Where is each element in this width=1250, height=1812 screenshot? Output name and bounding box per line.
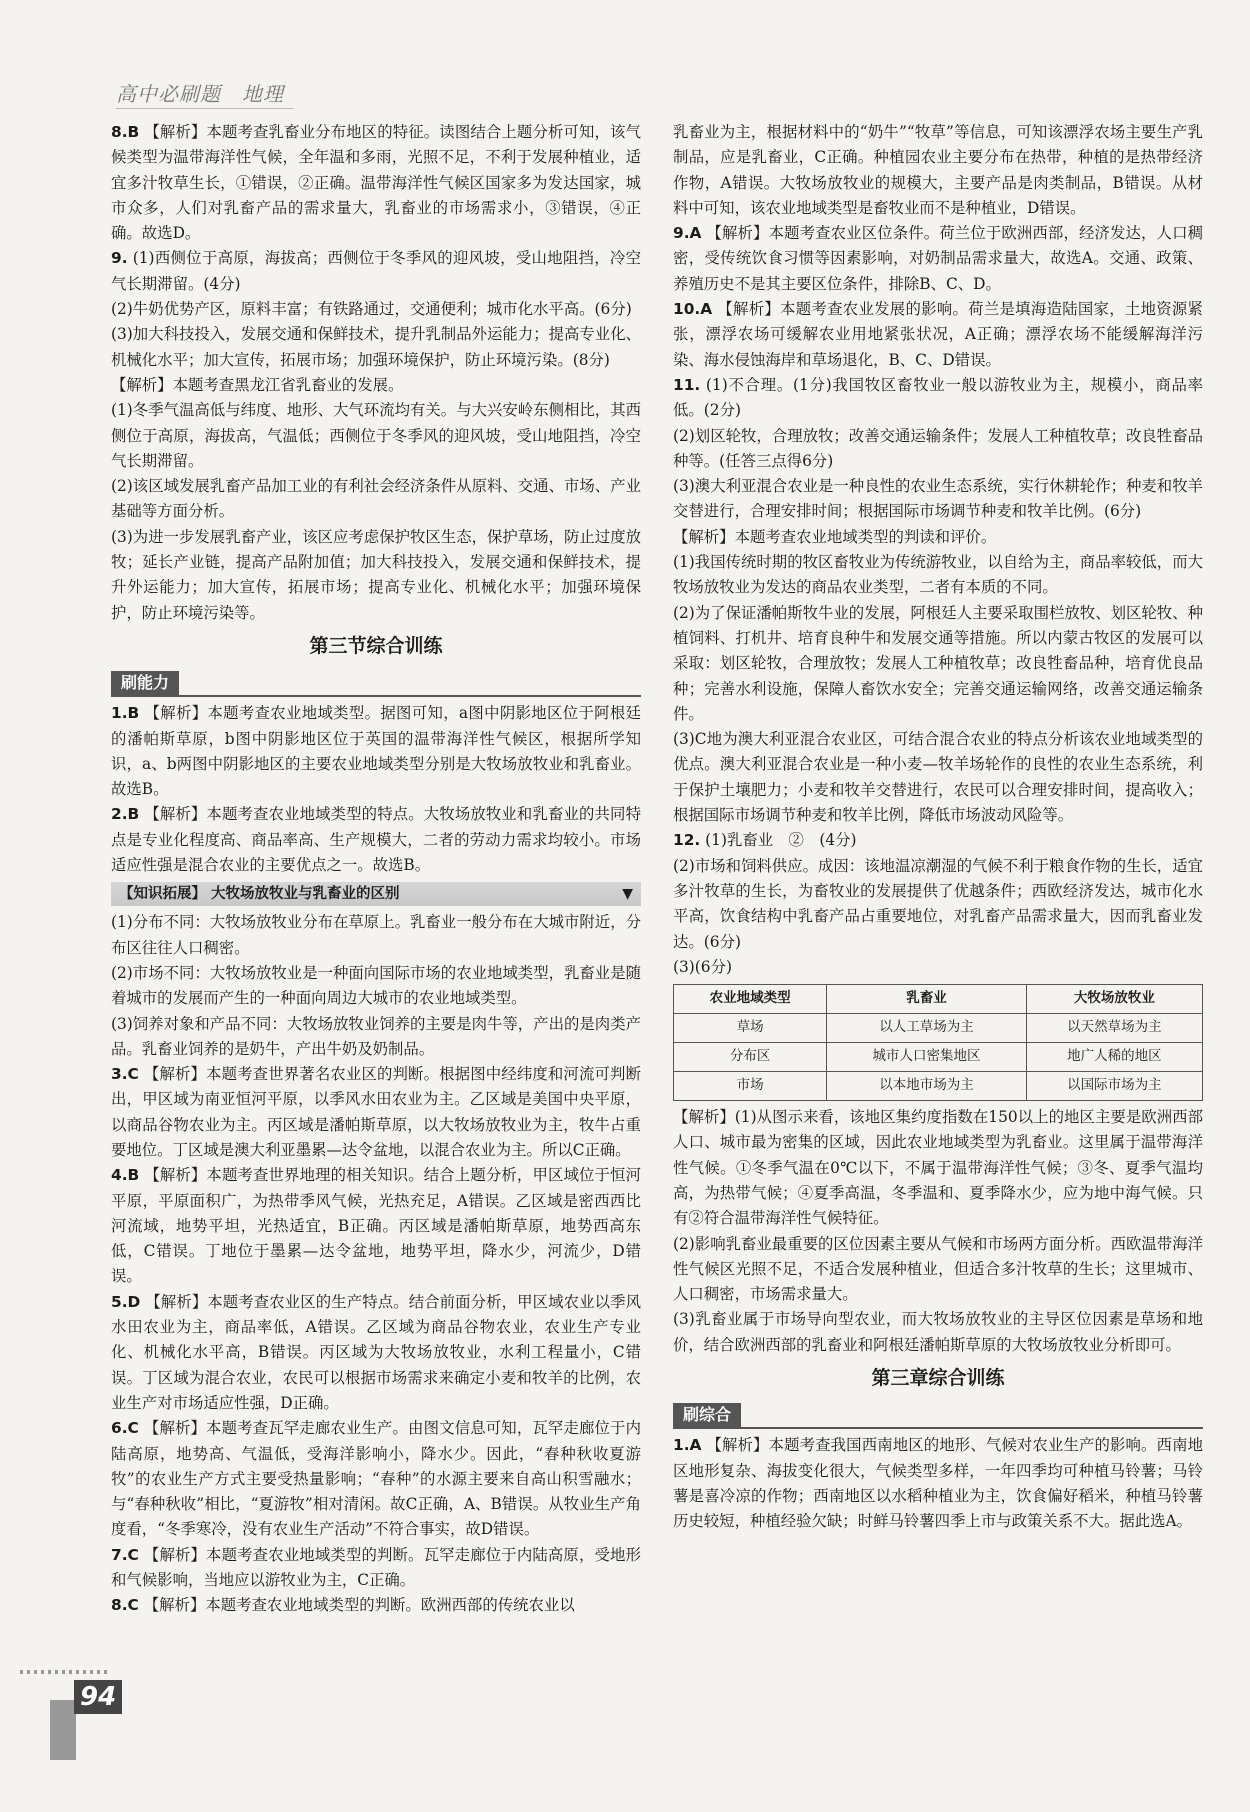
answer-item: [673, 1433, 1203, 1534]
question-number: 7.C: [111, 1545, 139, 1564]
table-cell: 分布区: [674, 1043, 827, 1072]
table-cell: 以国际市场为主: [1026, 1072, 1202, 1101]
answer-text: (3)C地为澳大利亚混合农业区，可结合混合农业的特点分析该农业地域类型的优点。澳大利亚混合农业是一种小麦—牧羊场轮作的良性的农业生态系统，利于保护土壤肥力；小麦和牧羊交替进行，农民可以合理安排时间，提高收入；根据国际市场调节种麦和牧羊比例，降低市场波动风险等。: [673, 730, 1203, 825]
running-header: 高中必刷题 地理: [116, 82, 284, 106]
comparison-table: [673, 984, 1203, 1101]
table-row: [674, 1072, 1203, 1101]
table-cell: 以天然草场为主: [1026, 1014, 1202, 1043]
tag-rule: [673, 1427, 1203, 1429]
table-cell: 地广人稀的地区: [1026, 1043, 1202, 1072]
answer-item: [673, 221, 1203, 297]
answer-item: [111, 1593, 641, 1618]
table-row: [674, 1043, 1203, 1072]
table-cell: 城市人口密集地区: [827, 1043, 1026, 1072]
table-cell: 市场: [674, 1072, 827, 1101]
table-cell: 草场: [674, 1014, 827, 1043]
answer-item: [111, 802, 641, 878]
answer-item: [111, 398, 641, 474]
answer-text: (2)影响乳畜业最重要的区位因素主要从气候和市场两方面分析。西欧温带海洋性气候区光照不足，不适合发展种植业，但适合多汁牧草的生长；这里城市、人口稠密，市场需求量大。: [673, 1234, 1203, 1304]
table-header-cell: 农业地域类型: [674, 985, 827, 1014]
tag-rule: [111, 695, 641, 697]
answer-text: (1)西侧位于高原，海拔高；西侧位于冬季风的迎风坡，受山地阻挡，冷空气长期滞留。(4分): [111, 249, 641, 293]
answer-text: 【解析】本题考查黑龙江省乳畜业的发展。: [111, 375, 404, 394]
answer-text: 【解析】(1)从图示来看，该地区集约度指数在150以上的地区主要是欧洲西部人口、城市最为密集的区域，因此农业地域类型为乳畜业。这里属于温带海洋性气候。①冬季气温在0℃以下，不属于温带海洋性气候；③冬、夏季气温均高，为热带气候；④夏季高温，冬季温和、夏季降水少，应为地中海气候。只有②符合温带海洋性气候特征。: [673, 1108, 1203, 1228]
answer-item: [673, 373, 1203, 424]
section-tag: 刷能力: [111, 671, 179, 695]
answer-item: [111, 297, 641, 322]
answer-item: [673, 297, 1203, 373]
answer-text: 乳畜业为主，根据材料中的“奶牛”“牧草”等信息，可知该漂浮农场主要生产乳制品，应是乳畜业，C正确。种植园农业主要分布在热带，种植的是热带经济作物，A错误。大牧场放牧业的规模大，主要产品是肉类制品，B错误。从材料中可知，该农业地域类型是畜牧业而不是种植业，D错误。: [673, 123, 1203, 217]
table-header-cell: 乳畜业: [827, 985, 1026, 1014]
answer-text: 【解析】本题考查农业区的生产特点。结合前面分析，甲区域农业以季风水田农业为主，商品率低，A错误。乙区域为商品谷物农业，农业生产专业化、机械化水平高，B错误。丙区域为大牧场放牧业，水利工程量小，C错误。丁区域为混合农业，农民可以根据市场需求来确定小麦和牧羊的比例，农业生产对市场适应性强，D正确。: [111, 1292, 641, 1412]
answer-item: [673, 1307, 1203, 1358]
answer-text: (2)牛奶优势产区，原料丰富；有铁路通过，交通便利；城市化水平高。(6分): [111, 300, 632, 319]
answer-text: (3)乳畜业属于市场导向型农业，而大牧场放牧业的主导区位因素是草场和地价，结合欧洲西部的乳畜业和阿根廷潘帕斯草原的大牧场放牧业分析即可。: [673, 1310, 1203, 1354]
answer-text: 【解析】本题考查世界地理的相关知识。结合上题分析，甲区域位于恒河平原，平原面积广，为热带季风气候，光热充足，A错误。乙区域是密西西比河流域，地势平坦，光热适宜，B正确。丙区域是潘帕斯草原，地势西高东低，C错误。丁地位于墨累—达令盆地，地势平坦，降水少，河流少，D错误。: [111, 1166, 641, 1286]
question-number: 1.A: [673, 1436, 702, 1455]
answer-item: [673, 1105, 1203, 1231]
answer-text: (1)我国传统时期的牧区畜牧业为传统游牧业，以自给为主，商品率较低，而大牧场放牧业为发达的商品农业类型，二者有本质的不同。: [673, 553, 1203, 597]
answer-text: (3)加大科技投入，发展交通和保鲜技术，提升乳制品外运能力；提高专业化、机械化水平；加大宣传，拓展市场；加强环境保护，防止环境污染。(8分): [111, 325, 641, 369]
question-number: 6.C: [111, 1419, 139, 1438]
answer-text: 【解析】本题考查乳畜业分布地区的特征。读图结合上题分析可知，该气候类型为温带海洋性气候，全年温和多雨，光照不足，不利于发展种植业，适宜多汁牧草生长，①错误，②正确。温带海洋性气候区国家多为发达国家，城市众多，人们对乳畜产品的需求量大，乳畜业的市场需求小，③错误，④正确。故选D。: [111, 123, 641, 243]
section-title: 第三章综合训练: [871, 1367, 1005, 1390]
answer-item: [673, 424, 1203, 475]
answer-text: (3)(6分): [673, 957, 732, 976]
question-number: 3.C: [111, 1065, 139, 1084]
question-number: 5.D: [111, 1292, 141, 1311]
table-row: [674, 1014, 1203, 1043]
answer-text: (3)澳大利亚混合农业是一种良性的农业生态系统，实行休耕轮作；种麦和牧羊交替进行，合理安排时间；根据国际市场调节种麦和牧羊比例。(6分): [673, 477, 1203, 521]
answer-item: [673, 601, 1203, 727]
answer-text: 【解析】本题考查农业区位条件。荷兰位于欧洲西部，经济发达，人口稠密，受传统饮食习惯等因素影响，对奶制品需求量大，故选A。交通、政策、养殖历史不是其主要区位条件，排除B、C、D。: [673, 224, 1203, 293]
page-number: 94: [74, 1680, 122, 1714]
answer-item: [111, 246, 641, 297]
answer-text: 【解析】本题考查农业地域类型的判读和评价。: [673, 527, 997, 546]
right-column: [673, 120, 1203, 1535]
page-corner-block: [50, 1700, 76, 1760]
answer-item: [111, 1543, 641, 1594]
answer-text: 【解析】本题考查我国西南地区的地形、气候对农业生产的影响。西南地区地形复杂、海拔变化很大，气候类型多样，一年四季均可种植马铃薯；马铃薯是喜冷凉的作物；西南地区以水稻种植业为主，饮食偏好稻米，种植马铃薯历史较短，种植经验欠缺；时鲜马铃薯四季上市与政策关系不大。据此选A。: [673, 1436, 1203, 1531]
answer-item: [111, 1062, 641, 1163]
left-column: [111, 120, 641, 1619]
answer-item: [111, 1290, 641, 1416]
question-number: 4.B: [111, 1166, 140, 1185]
answer-text: (2)该区域发展乳畜产品加工业的有利社会经济条件从原料、交通、市场、产业基础等方面分析。: [111, 477, 641, 521]
answer-item: [673, 525, 1203, 550]
answer-item: [673, 120, 1203, 221]
answer-item: [111, 525, 641, 626]
answer-text: 【解析】本题考查世界著名农业区的判断。根据图中经纬度和河流可判断出，甲区域为南亚恒河平原，以季风水田农业为主。乙区域是美国中央平原，以商品谷物农业为主。丙区域是潘帕斯草原，以大牧场放牧业为主，牧牛占重要地位。丁区域是澳大利亚墨累—达令盆地，以混合农业为主。所以C正确。: [111, 1065, 641, 1159]
question-number: 12.: [673, 831, 701, 850]
answer-item: [111, 474, 641, 525]
question-number: 1.B: [111, 704, 140, 723]
extension-item: (1)分布不同：大牧场放牧业分布在草原上。乳畜业一般分布在大城市附近，分布区往往人口稠密。: [111, 913, 641, 957]
answer-text: 【解析】本题考查农业发展的影响。荷兰是填海造陆国家，土地资源紧张，漂浮农场可缓解农业用地紧张状况，A正确；漂浮农场不能缓解海洋污染、海水侵蚀海岸和草场退化，B、C、D错误。: [673, 300, 1203, 369]
answer-item: [111, 120, 641, 246]
knowledge-extension-title: 【知识拓展】 大牧场放牧业与乳畜业的区别: [119, 885, 400, 902]
answer-item: [673, 955, 1203, 980]
answer-item: [111, 701, 641, 802]
header-rule: [116, 108, 294, 109]
question-number: 8.C: [111, 1596, 139, 1615]
answer-item: [111, 1416, 641, 1542]
section-tag: 刷综合: [673, 1403, 741, 1427]
answer-text: 【解析】本题考查农业地域类型。据图可知，a图中阴影地区位于阿根廷的潘帕斯草原，b图中阴影地区位于英国的温带海洋性气候区，根据所学知识，a、b两图中阴影地区的主要农业地域类型分别是大牧场放牧业和乳畜业。故选B。: [111, 704, 641, 799]
triangle-down-icon: ▼: [622, 885, 633, 902]
extension-item: (3)饲养对象和产品不同：大牧场放牧业饲养的主要是肉牛等，产出的是肉类产品。乳畜业饲养的是奶牛，产出牛奶及奶制品。: [111, 1014, 641, 1058]
answer-item: [111, 1163, 641, 1289]
answer-item: [673, 828, 1203, 853]
answer-item: [673, 1232, 1203, 1308]
question-number: 9.: [111, 249, 128, 268]
question-number: 2.B: [111, 805, 140, 824]
answer-item: [111, 322, 641, 373]
table-header-cell: 大牧场放牧业: [1026, 985, 1202, 1014]
answer-text: (1)不合理。(1分)我国牧区畜牧业一般以游牧业为主，规模小，商品率低。(2分): [673, 375, 1203, 420]
answer-text: 【解析】本题考查瓦罕走廊农业生产。由图文信息可知，瓦罕走廊位于内陆高原，地势高、气温低，受海洋影响小，降水少。因此，“春种秋收夏游牧”的农业生产方式主要受热量影响；“春种”的水源主要来自高山积雪融水；与“春种秋收”相比，“夏游牧”相对清闲。故C正确，A、B错误。从牧业生产角度看，“冬季寒冷，没有农业生产活动”不符合事实，故D错误。: [111, 1419, 641, 1539]
answer-item: [673, 474, 1203, 525]
answer-item: [673, 550, 1203, 601]
knowledge-extension-bar: [111, 882, 641, 906]
answer-text: (1)乳畜业 ② (4分): [705, 831, 857, 850]
answer-text: (2)划区轮牧，合理放牧；改善交通运输条件；发展人工种植牧草；改良牲畜品种等。(任答三点得6分): [673, 426, 1203, 470]
answer-item: [111, 373, 641, 398]
answer-text: 【解析】本题考查农业地域类型的判断。瓦罕走廊位于内陆高原，受地形和气候影响，当地应以游牧业为主，C正确。: [111, 1545, 641, 1590]
section-title: 第三节综合训练: [309, 634, 443, 657]
page-dots: [20, 1670, 110, 1674]
question-number: 9.A: [673, 224, 702, 243]
table-cell: 以人工草场为主: [827, 1014, 1026, 1043]
table-cell: 以本地市场为主: [827, 1072, 1026, 1101]
question-number: 10.A: [673, 300, 713, 319]
answer-text: (2)为了保证潘帕斯牧牛业的发展，阿根廷人主要采取围栏放牧、划区轮牧、种植饲料、打机井、培育良种牛和发展交通等措施。所以内蒙古牧区的发展可以采取：划区轮牧，合理放牧；发展人工种植牧草；改良牲畜品种，培育优良品种；完善水利设施，保障人畜饮水安全；完善交通运输网络，改善交通运输条件。: [673, 603, 1203, 723]
answer-item: [673, 727, 1203, 828]
answer-text: 【解析】本题考查农业地域类型的特点。大牧场放牧业和乳畜业的共同特点是专业化程度高、商品率高、生产规模大，二者的劳动力需求均较小。市场适应性强是混合农业的主要优点之一。故选B。: [111, 805, 641, 875]
question-number: 8.B: [111, 123, 140, 141]
answer-item: [673, 854, 1203, 955]
extension-item: (2)市场不同：大牧场放牧业是一种面向国际市场的农业地域类型，乳畜业是随着城市的发展而产生的一种面向周边大城市的农业地域类型。: [111, 963, 641, 1008]
answer-text: (1)冬季气温高低与纬度、地形、大气环流均有关。与大兴安岭东侧相比，其西侧位于高原，海拔高，气温低；西侧位于冬季风的迎风坡，受山地阻挡，冷空气长期滞留。: [111, 401, 641, 470]
answer-text: (3)为进一步发展乳畜产业，该区应考虑保护牧区生态，保护草场，防止过度放牧；延长产业链，提高产品附加值；加大科技投入，发展交通和保鲜技术，提升外运能力；加大宣传，拓展市场；提高专业化、机械化水平；加强环境保护，防止环境污染等。: [111, 527, 641, 622]
answer-text: 【解析】本题考查农业地域类型的判断。欧洲西部的传统农业以: [143, 1596, 575, 1615]
answer-text: (2)市场和饲料供应。成因：该地温凉潮湿的气候不利于粮食作物的生长，适宜多汁牧草的生长，为畜牧业的发展提供了优越条件；西欧经济发达，城市化水平高，饮食结构中乳畜产品占重要地位，对乳畜产品需求量大，因而乳畜业发达。(6分): [673, 856, 1203, 951]
question-number: 11.: [673, 375, 701, 394]
